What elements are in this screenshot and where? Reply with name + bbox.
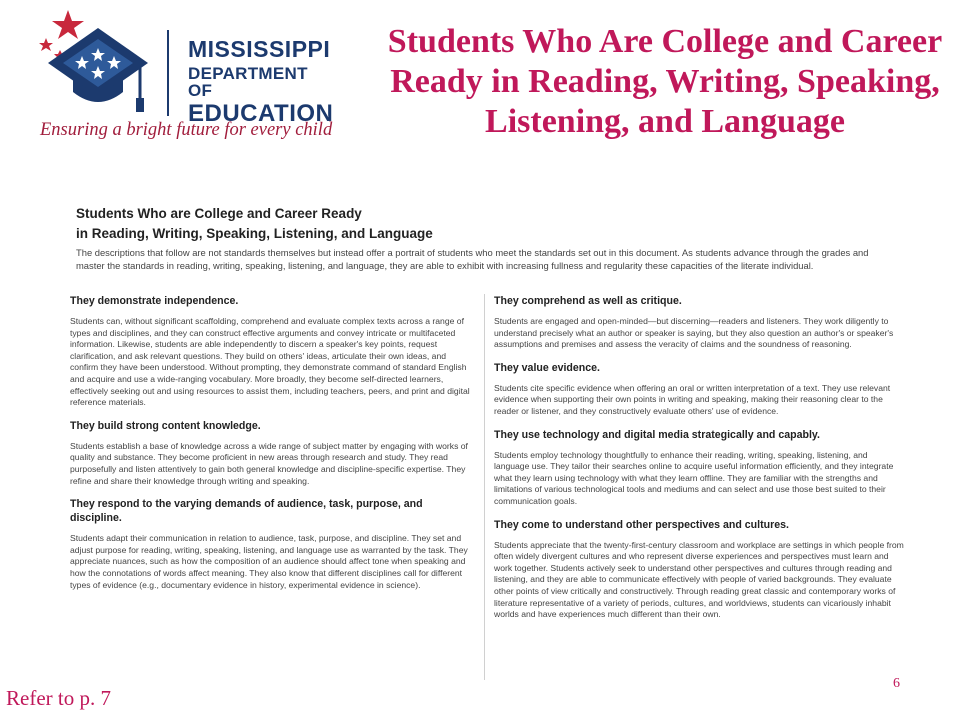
section-technology [494,428,904,508]
section-heading: They value evidence. [494,361,600,374]
column-divider [484,294,485,680]
document-excerpt [60,200,904,690]
section-independence [70,294,475,409]
logo-line-3: EDUCATION [188,100,334,127]
section-body: Students appreciate that the twenty-first-century classroom and workplace are settings in which people from often widely divergent cultures and who represent diverse experiences and perspectives must learn and work together. Students actively seek to understand other perspectives and cultures through reading and listening, and they are able to communicate effectively with people of varied backgrounds. They evaluate other points of view critically and constructively. Through reading great classic and contemporary works of literature representative of a variety of periods, cultures, and worldviews, students can vicariously inhabit worlds and have experiences much different than their own. [494,539,904,620]
right-column [494,294,904,631]
left-column [70,294,475,601]
section-heading: They come to understand other perspectives and cultures. [494,518,789,531]
section-audience-task-purpose [70,497,475,591]
document-title-line-1: Students Who are College and Career Ready [76,206,362,221]
section-body: Students cite specific evidence when offering an oral or written interpretation of a text. They use relevant evidence when supporting their own points in writing and speaking, making their reasoning clear to the reader or listener, and they constructively evaluate others' use of evidence. [494,382,891,416]
section-heading: They comprehend as well as critique. [494,295,682,307]
section-body: Students employ technology thoughtfully to enhance their reading, writing, speaking, listening, and language use. They tailor their searches online to acquire useful information efficiently, and they integrate what they learn using technology with what they learn offline. They are familiar with the strengths and limitations of various technological tools and mediums and can select and use those best suited to their communication goals. [494,449,894,506]
document-intro: The descriptions that follow are not standards themselves but instead offer a portrait of students who meet the standards set out in this document. As students advance through the grades and master the standards in reading, writing, speaking, listening, and language, they are able to exhibit with increasing fullness and regularity these capacities of the literate individual. [76,247,869,271]
logo-wordmark [188,38,333,126]
section-body: Students can, without significant scaffolding, comprehend and evaluate complex texts across a range of types and disciplines, and they can construct effective arguments and convey intricate or multifaceted information. Likewise, students are able independently to discern a speaker's key points, request clarification, and ask relevant questions. They build on others' ideas, articulate their own ideas, and confirm they have been understood. Without prompting, they demonstrate command of standard English and acquire and use a wide-ranging vocabulary. More broadly, they become self-directed learners, effectively seeking out and using resources to assist them, including teachers, peers, and print and digital reference materials. [70,316,470,408]
section-body: Students adapt their communication in relation to audience, task, purpose, and discipline. They set and adjust purpose for reading, writing, speaking, listening, and language use as warranted by the task. They appreciate nuances, such as how the composition of an audience should affect tone when speaking and how the connotations of words affect meaning. They also know that different disciplines call for different types of evidence (e.g., documentary evidence in history, experimental evidence in science). [70,533,468,590]
slide-title: Students Who Are College and Career Ready in Reading, Writing, Speaking, Listening, and Language [387,23,943,140]
document-title [76,204,433,244]
section-comprehend-critique [494,294,904,351]
graduation-cap-star-icon [38,8,188,128]
section-heading: They respond to the varying demands of audience, task, purpose, and discipline. [70,498,423,525]
page-number: 6 [893,676,900,691]
section-value-evidence [494,361,904,418]
logo-line-2: DEPARTMENT OF [188,64,308,100]
section-body: Students establish a base of knowledge across a wide range of subject matter by engaging with works of quality and substance. They become proficient in new areas through research and study. They read purposefully and listen attentively to gain both general knowledge and discipline-specific expertise. They refine and share their knowledge through writing and speaking. [70,440,468,486]
section-heading: They use technology and digital media strategically and capably. [494,428,820,441]
section-heading: They build strong content knowledge. [70,419,261,432]
section-body: Students are engaged and open-minded—but discerning—readers and listeners. They work diligently to understand precisely what an author or speaker is saying, but they also question an author's or speaker's assumptions and premises and assess the veracity of claims and the soundness of reasoning. [494,316,894,350]
section-perspectives-cultures [494,518,904,621]
logo-tagline: Ensuring a bright future for every child [40,120,333,140]
logo-line-1: MISSISSIPPI [188,36,331,62]
section-content-knowledge [70,419,475,487]
document-title-line-2: in Reading, Writing, Speaking, Listening, and Language [76,226,433,241]
refer-page-note: Refer to p. 7 [6,686,111,710]
section-heading: They demonstrate independence. [70,295,239,307]
